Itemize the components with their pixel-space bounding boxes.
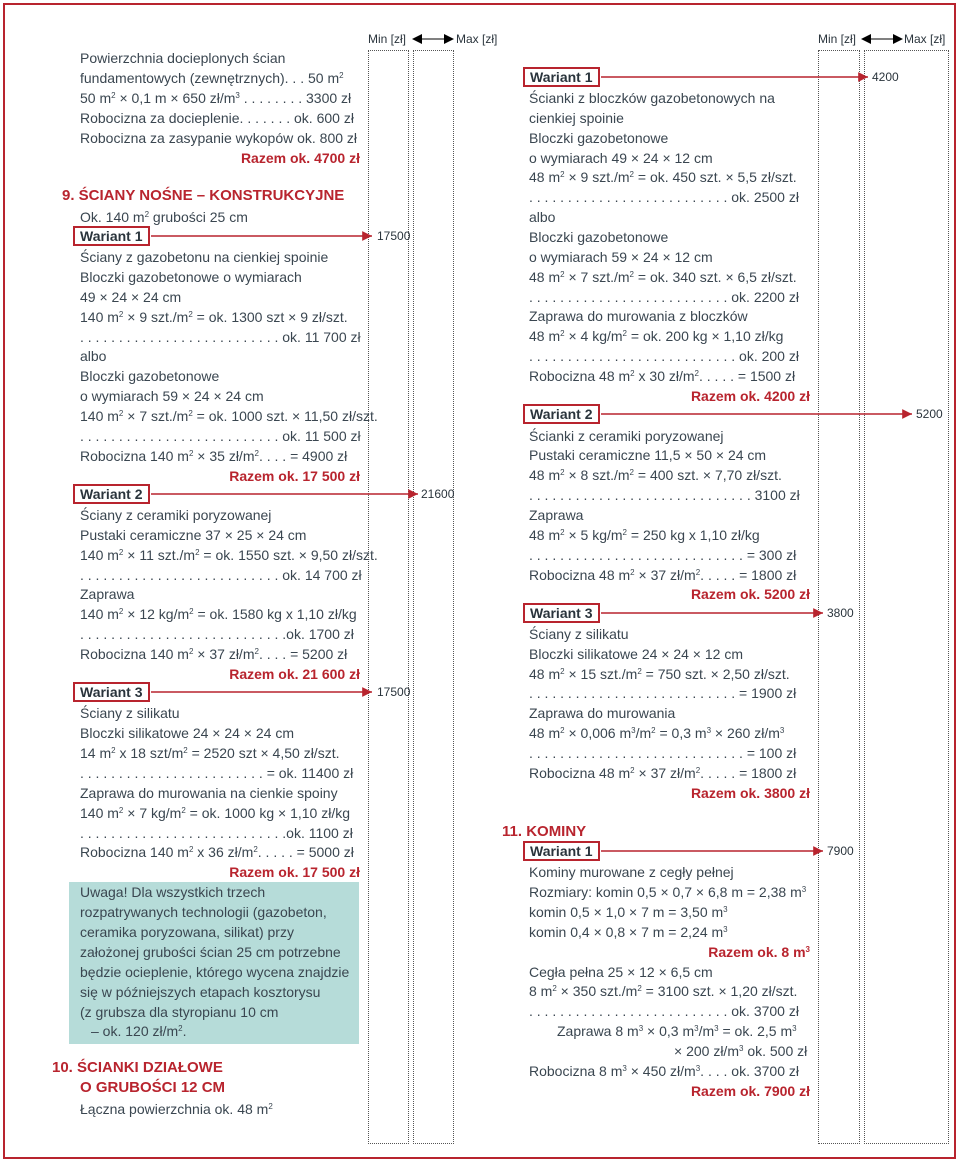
note-line-6: się w późniejszych etapach kosztorysu bbox=[80, 984, 321, 1000]
s9-w1-line-3: 49 × 24 × 24 cm bbox=[80, 289, 182, 305]
s10-w2-line-1: Ścianki z ceramiki poryzowanej bbox=[529, 428, 724, 444]
s10-wariant-1-label: Wariant 1 bbox=[523, 67, 600, 87]
intro-line-1: Powierzchnia docieplonych ścian bbox=[80, 50, 286, 66]
s9-w3-line-4: . . . . . . . . . . . . . . . . . . . . . . . . = ok. 11400 zł bbox=[80, 765, 354, 781]
s10-w3-line-5: Zaprawa do murowania bbox=[529, 705, 676, 721]
s10-w2-line-6: 48 $m^2 \times 5$ $kg/m^2 = 250$ kg x 1,10 zł/kg bbox=[529, 527, 760, 543]
s11-w1-subtotal: Razem ok. 8 $m^3$ bbox=[708, 944, 810, 960]
note-line-7: (z grubsza dla styropianu 10 cm bbox=[80, 1004, 279, 1020]
s10-w3-line-4: . . . . . . . . . . . . . . . . . . . . . . . . . . . = 1900 zł bbox=[529, 685, 797, 701]
value-11-w1: 7900 bbox=[827, 844, 854, 858]
s10-w1-line-12: Zaprawa do murowania z bloczków bbox=[529, 308, 748, 324]
intro-line-3: 50 $m^2 \times 0,1$ m × 650 $zł/m^3$ . . . . . . . . 3300 zł bbox=[80, 90, 352, 106]
s10-w1-line-9: o wymiarach 59 × 24 × 12 cm bbox=[529, 249, 713, 265]
s9-w2-line-7: . . . . . . . . . . . . . . . . . . . . . . . . . . .ok. 1700 zł bbox=[80, 626, 354, 642]
s9-w1-line-7: Bloczki gazobetonowe bbox=[80, 368, 220, 384]
s10-w2-line-2: Pustaki ceramiczne 11,5 × 50 × 24 cm bbox=[529, 447, 767, 463]
s11-w1-line-8: . . . . . . . . . . . . . . . . . . . . . . . . . . ok. 3700 zł bbox=[529, 1003, 799, 1019]
intro-total: Razem ok. 4700 zł bbox=[240, 150, 360, 166]
s10-w2-line-3: 48 $m^2 \times 8$ $szt./m^2 = 400$ szt. × 7,70 zł/szt. bbox=[529, 467, 782, 483]
max-header-right: Max [zł] bbox=[904, 32, 946, 46]
s9-wariant-3-label: Wariant 3 bbox=[73, 682, 150, 702]
s9-area-line: Ok. 140 $m^2$ grubości 25 cm bbox=[80, 209, 248, 225]
s9-w2-line-6: 140 $m^2 \times 12$ $kg/m^2$ = ok. 1580 kg x 1,10 zł/kg bbox=[80, 606, 357, 622]
section-10-title: 10. ŚCIANKI DZIAŁOWE bbox=[52, 1059, 223, 1076]
s10-w1-line-6: . . . . . . . . . . . . . . . . . . . . . . . . . . ok. 2500 zł bbox=[529, 189, 799, 205]
s10-wariant-3-label: Wariant 3 bbox=[523, 603, 600, 623]
value-10-w3: 3800 bbox=[827, 606, 854, 620]
s10-w1-line-14: . . . . . . . . . . . . . . . . . . . . . . . . . . . ok. 200 zł bbox=[529, 348, 799, 364]
s10-w3-line-8: Robocizna 48 $m^2 \times 37$ $zł/m^2$. . . . . = 1800 zł bbox=[529, 765, 797, 781]
s10-w1-line-8: Bloczki gazobetonowe bbox=[529, 229, 669, 245]
s9-w2-line-5: Zaprawa bbox=[80, 586, 135, 602]
s11-w1-line-6: Cegła pełna 25 × 12 × 6,5 cm bbox=[529, 964, 713, 980]
s11-w1-line-7: 8 $m^2 \times 350$ $szt./m^2 = 3100$ szt. × 1,20 zł/szt. bbox=[529, 983, 798, 999]
s11-wariant-1-label: Wariant 1 bbox=[523, 841, 600, 861]
s9-w1-line-6: albo bbox=[80, 348, 107, 364]
s11-w1-line-11: Robocizna 8 $m^3 \times 450$ $zł/m^3$. . . . ok. 3700 zł bbox=[529, 1063, 799, 1079]
s9-w3-line-2: Bloczki silikatowe 24 × 24 × 24 cm bbox=[80, 725, 294, 741]
s9-w3-total: Razem ok. 17 500 zł bbox=[229, 864, 360, 880]
value-10-w2: 5200 bbox=[916, 407, 943, 421]
s10-w1-line-5: 48 $m^2 \times 9$ $szt./m^2$ = ok. 450 szt. × 5,5 zł/szt. bbox=[529, 169, 797, 185]
s9-w1-line-5: . . . . . . . . . . . . . . . . . . . . . . . . . . ok. 11 700 zł bbox=[80, 329, 361, 345]
section-9-title: 9. ŚCIANY NOŚNE – KONSTRUKCYJNE bbox=[62, 187, 345, 204]
section-10-subtitle: O GRUBOŚCI 12 CM bbox=[80, 1079, 226, 1096]
s9-w1-line-8: o wymiarach 59 × 24 × 24 cm bbox=[80, 388, 264, 404]
s9-w3-line-8: Robocizna 140 $m^2$ x 36 $zł/m^2$. . . . . = 5000 zł bbox=[80, 844, 354, 860]
s10-w2-total: Razem ok. 5200 zł bbox=[690, 586, 810, 602]
s11-w1-line-10: × 200 $zł/m^3$ ok. 500 zł bbox=[674, 1043, 808, 1059]
intro-line-5: Robocizna za zasypanie wykopów ok. 800 zł bbox=[80, 130, 358, 146]
s10-w3-line-6: 48 $m^2 \times 0,006$ $m^3/m^2 = 0,3$ $m^3 \times 260$ $zł/m^3$ bbox=[529, 725, 785, 741]
s10-w1-line-1: Ścianki z bloczków gazobetonowych na bbox=[529, 90, 775, 106]
s10-w1-line-10: 48 $m^2 \times 7$ $szt./m^2$ = ok. 340 szt. × 6,5 zł/szt. bbox=[529, 269, 797, 285]
s10-w1-line-11: . . . . . . . . . . . . . . . . . . . . . . . . . . ok. 2200 zł bbox=[529, 289, 799, 305]
s9-w1-line-11: Robocizna 140 $m^2 \times 35$ $zł/m^2$. . . . = 4900 zł bbox=[80, 448, 348, 464]
s10-w3-line-2: Bloczki silikatowe 24 × 24 × 12 cm bbox=[529, 646, 743, 662]
intro-line-4: Robocizna za docieplenie. . . . . . . ok. 600 zł bbox=[80, 110, 354, 126]
s11-w1-line-9: Zaprawa 8 $m^3 \times 0,3$ $m^3/m^3$ = ok. 2,5 $m^3$ bbox=[557, 1023, 797, 1039]
s10-w1-total: Razem ok. 4200 zł bbox=[690, 388, 810, 404]
s9-w1-line-4: 140 $m^2 \times 9$ $szt./m^2$ = ok. 1300 szt × 9 zł/szt. bbox=[80, 309, 348, 325]
intro-line-2: fundamentowych (zewnętrznych). . . 50 $m^2$ bbox=[80, 70, 344, 86]
section-11-title: 11. KOMINY bbox=[502, 823, 587, 840]
s10-w2-line-5: Zaprawa bbox=[529, 507, 584, 523]
s10-w3-line-3: 48 $m^2 \times 15$ $szt./m^2 = 750$ szt. × 2,50 zł/szt. bbox=[529, 666, 790, 682]
s10-w2-line-4: . . . . . . . . . . . . . . . . . . . . . . . . . . . . . 3100 zł bbox=[529, 487, 800, 503]
s10-w1-line-7: albo bbox=[529, 209, 556, 225]
min-max-arrow-right-icon bbox=[861, 34, 903, 44]
s11-w1-line-4: komin 0,4 × 0,8 × 7 m = 2,24 $m^3$ bbox=[529, 924, 728, 940]
s10-w2-line-8: Robocizna 48 $m^2 \times 37$ $zł/m^2$. . . . . = 1800 zł bbox=[529, 567, 797, 583]
s9-w2-line-1: Ściany z ceramiki poryzowanej bbox=[80, 507, 272, 523]
s11-w1-total: Razem ok. 7900 zł bbox=[690, 1083, 810, 1099]
min-max-arrow-left-icon bbox=[412, 34, 454, 44]
s9-w3-line-1: Ściany z silikatu bbox=[80, 705, 180, 721]
s10-w1-line-3: Bloczki gazobetonowe bbox=[529, 130, 669, 146]
s10-w1-line-4: o wymiarach 49 × 24 × 12 cm bbox=[529, 150, 713, 166]
note-line-3: ceramika poryzowana, silikat) przy bbox=[80, 924, 294, 940]
note-line-1: Uwaga! Dla wszystkich trzech bbox=[80, 884, 266, 900]
s9-wariant-2-label: Wariant 2 bbox=[73, 484, 150, 504]
s10-w2-line-7: . . . . . . . . . . . . . . . . . . . . . . . . . . . . = 300 zł bbox=[529, 547, 797, 563]
s10-wariant-2-label: Wariant 2 bbox=[523, 404, 600, 424]
s9-w2-line-3: 140 $m^2 \times 11$ $szt./m^2$ = ok. 1550 szt. × 9,50 zł/szt. bbox=[80, 547, 378, 563]
s10-w3-line-7: . . . . . . . . . . . . . . . . . . . . . . . . . . . . = 100 zł bbox=[529, 745, 797, 761]
s9-w2-line-8: Robocizna 140 $m^2 \times 37$ $zł/m^2$. . . . = 5200 zł bbox=[80, 646, 348, 662]
s10-area-line: Łączna powierzchnia ok. 48 $m^2$ bbox=[80, 1101, 273, 1117]
s9-w2-line-2: Pustaki ceramiczne 37 × 25 × 24 cm bbox=[80, 527, 307, 543]
s10-w3-total: Razem ok. 3800 zł bbox=[690, 785, 810, 801]
note-line-5: będzie ocieplenie, którego wycena znajdzie bbox=[80, 964, 350, 980]
value-9-w1: 17500 bbox=[377, 229, 411, 243]
s9-w3-line-6: 140 $m^2 \times 7$ $kg/m^2$ = ok. 1000 kg × 1,10 zł/kg bbox=[80, 805, 351, 821]
s9-w3-line-3: 14 $m^2$ x 18 szt/$m^2 = 2520$ szt × 4,50 zł/szt. bbox=[80, 745, 340, 761]
max-header-left: Max [zł] bbox=[456, 32, 498, 46]
value-9-w3: 17500 bbox=[377, 685, 411, 699]
s10-w1-line-15: Robocizna 48 $m^2$ x 30 $zł/m^2$. . . . . = 1500 zł bbox=[529, 368, 796, 384]
s9-w1-line-2: Bloczki gazobetonowe o wymiarach bbox=[80, 269, 302, 285]
s10-w3-line-1: Ściany z silikatu bbox=[529, 626, 629, 642]
s11-w1-line-1: Kominy murowane z cegły pełnej bbox=[529, 864, 734, 880]
s11-w1-line-3: komin 0,5 × 1,0 × 7 m = 3,50 $m^3$ bbox=[529, 904, 728, 920]
s9-w1-line-9: 140 $m^2 \times 7$ $szt./m^2$ = ok. 1000 szt. × 11,50 zł/szt. bbox=[80, 408, 378, 424]
s9-w1-line-1: Ściany z gazobetonu na cienkiej spoinie bbox=[80, 249, 329, 265]
value-10-w1: 4200 bbox=[872, 70, 899, 84]
s10-w1-line-2: cienkiej spoinie bbox=[529, 110, 624, 126]
s9-w2-total: Razem ok. 21 600 zł bbox=[229, 666, 360, 682]
s9-w1-total: Razem ok. 17 500 zł bbox=[229, 468, 360, 484]
note-line-2: rozpatrywanych technologii (gazobeton, bbox=[80, 904, 327, 920]
s11-w1-line-2: Rozmiary: komin 0,5 × 0,7 × 6,8 m = 2,38 $m^3$ bbox=[529, 884, 807, 900]
s9-w1-line-10: . . . . . . . . . . . . . . . . . . . . . . . . . . ok. 11 500 zł bbox=[80, 428, 361, 444]
s9-w3-line-7: . . . . . . . . . . . . . . . . . . . . . . . . . . .ok. 1100 zł bbox=[80, 825, 353, 841]
s10-w1-line-13: 48 $m^2 \times 4$ $kg/m^2$ = ok. 200 kg × 1,10 zł/kg bbox=[529, 328, 784, 344]
note-box bbox=[69, 882, 359, 1044]
s9-w2-line-4: . . . . . . . . . . . . . . . . . . . . . . . . . . ok. 14 700 zł bbox=[80, 567, 362, 583]
min-header-left: Min [zł] bbox=[368, 32, 407, 46]
note-line-4: założonej grubości ścian 25 cm potrzebne bbox=[80, 944, 341, 960]
s9-wariant-1-label: Wariant 1 bbox=[73, 226, 150, 246]
s9-w3-line-5: Zaprawa do murowania na cienkie spoiny bbox=[80, 785, 338, 801]
min-header-right: Min [zł] bbox=[818, 32, 857, 46]
note-line-8: – ok. 120 $zł/m^2$. bbox=[91, 1023, 187, 1039]
value-9-w2: 21600 bbox=[421, 487, 455, 501]
